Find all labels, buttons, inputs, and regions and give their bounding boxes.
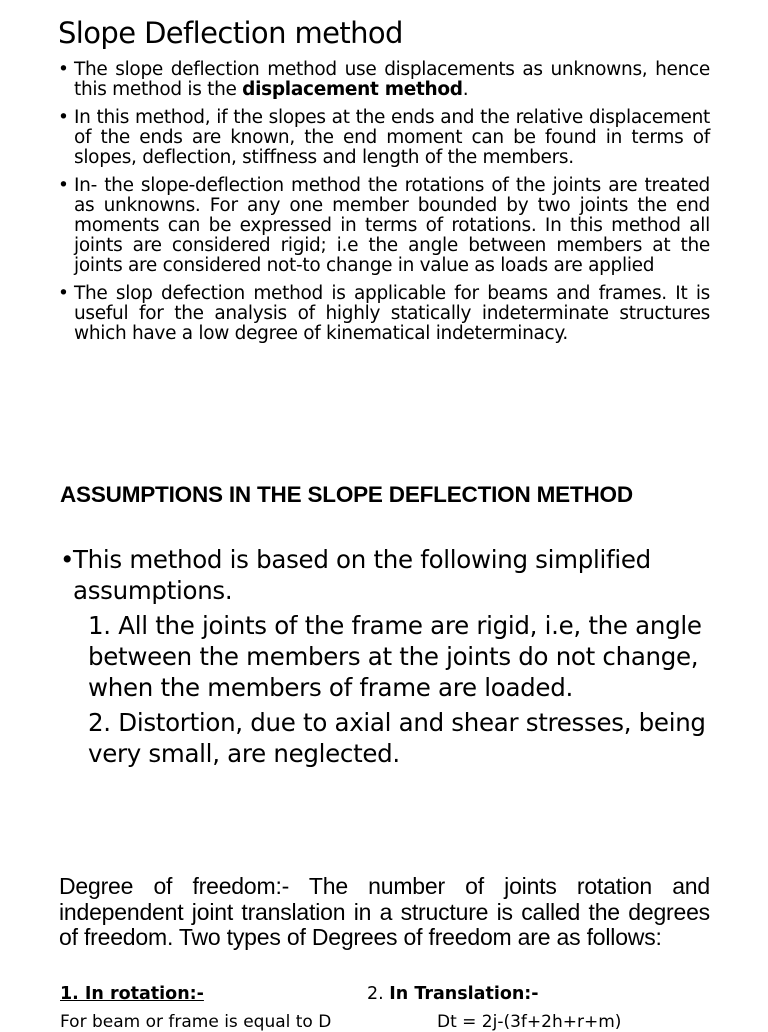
assumption-item: 2. Distortion, due to axial and shear stresses, being very small, are neglected.	[88, 708, 706, 768]
page-title: Slope Deflection method	[58, 16, 403, 50]
translation-heading	[367, 984, 539, 1004]
bullet-item: • The slop defection method is applicable for beams and frames. It is useful for the analysis of highly statically indeterminate structures which have a low degree of kinematical indeterminacy.	[58, 284, 710, 344]
bold-term: displacement method	[242, 79, 463, 100]
intro-bullet-list	[58, 60, 710, 352]
bullet-text: The slope deflection method use displacements as unknowns, hence this method is the	[74, 59, 710, 100]
bullet-item: • In this method, if the slopes at the ends and the relative displacement of the ends are known, the end moment can be found in terms of slopes, deflection, stiffness and length of the members.	[58, 108, 710, 168]
bullet-item: • In- the slope-deflection method the rotations of the joints are treated as unknowns. For any one member bounded by two joints the end moments can be expressed in terms of rotations. In this method all joints are considered rigid; i.e the angle between members at the joints are considered not-to change in value as loads are applied	[58, 176, 710, 276]
translation-label: In Translation:-	[389, 984, 539, 1004]
assumptions-intro: • This method is based on the following simplified assumptions.	[60, 544, 720, 606]
assumption-item: 1. All the joints of the frame are rigid, i.e, the angle between the members at the joints do not change, when the members of frame are loaded.	[88, 611, 702, 702]
bullet-item	[58, 60, 710, 100]
assumptions-heading: ASSUMPTIONS IN THE SLOPE DEFLECTION METHOD	[60, 482, 633, 507]
translation-number: 2.	[367, 984, 390, 1004]
degree-of-freedom-paragraph: Degree of freedom:- The number of joints rotation and independent joint translation in a structure is called the degrees of freedom. Two types of Degrees of freedom are as follows:	[59, 873, 710, 950]
rotation-text-cut: For beam or frame is equal to D	[60, 1012, 332, 1032]
bullet-text-end: .	[462, 79, 469, 100]
translation-formula-cut: Dt = 2j-(3f+2h+r+m)	[437, 1012, 622, 1032]
assumptions-block	[60, 544, 720, 773]
rotation-heading: 1. In rotation:-	[60, 984, 204, 1004]
